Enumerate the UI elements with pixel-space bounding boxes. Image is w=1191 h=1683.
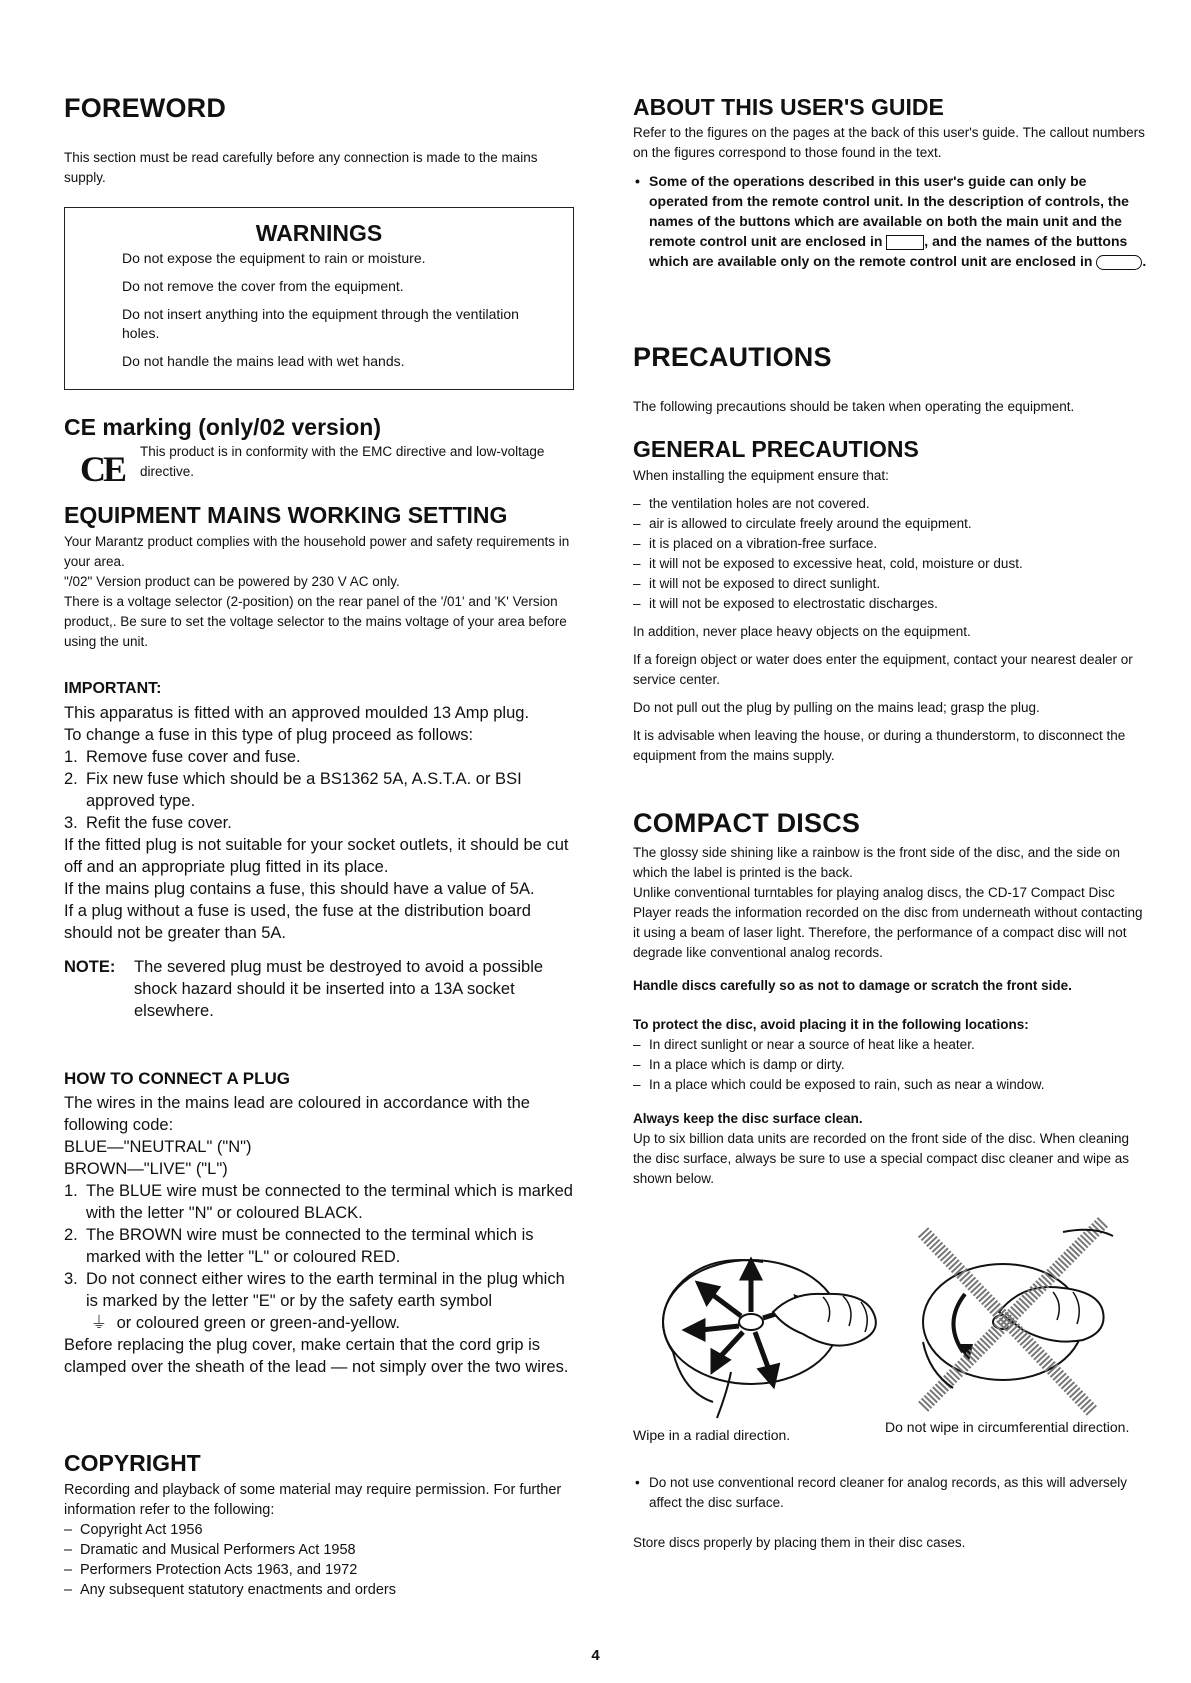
circumferential-wipe-illustration	[903, 1212, 1123, 1422]
precautions-title: PRECAUTIONS	[633, 342, 832, 372]
ce-title: CE marking (only/02 version)	[64, 414, 381, 440]
list-item: – In direct sunlight or near a source of heat like a heater.	[633, 1035, 1148, 1055]
list-item: 1. Remove fuse cover and fuse.	[64, 748, 301, 766]
note-label: NOTE:	[64, 958, 116, 976]
guide-intro: Refer to the figures on the pages at the back of this user's guide. The callout numbers on the figures correspond to those found in the text.	[633, 125, 1145, 160]
mains-p3: There is a voltage selector (2-position) on the rear panel of the '/01' and 'K' Version product,. Be sure to set the voltage selector to the mains voltage of your area before using the unit.	[64, 594, 567, 649]
list-item: – it is placed on a vibration-free surface.	[633, 534, 1148, 554]
general-body	[633, 466, 1148, 766]
copyright-body	[64, 1480, 576, 1600]
foreword-intro: This section must be read carefully before any connection is made to the mains supply.	[64, 150, 538, 185]
plug-intro: The wires in the mains lead are coloured in accordance with the following code:	[64, 1094, 530, 1134]
list-item: – air is allowed to circulate freely around the equipment.	[633, 514, 1148, 534]
list-item: – Performers Protection Acts 1963, and 1972	[64, 1560, 576, 1580]
note	[64, 956, 576, 1022]
warning-item: Do not remove the cover from the equipment.	[122, 278, 404, 294]
general-p1: In addition, never place heavy objects on the equipment.	[633, 624, 971, 639]
plug-outro: Before replacing the plug cover, make certain that the cord grip is clamped over the sheath of the lead — not simply over the two wires.	[64, 1336, 569, 1376]
bullet-icon: •	[635, 1475, 640, 1490]
mains-title: EQUIPMENT MAINS WORKING SETTING	[64, 502, 508, 528]
copyright-title: COPYRIGHT	[64, 1450, 201, 1476]
list-item: – the ventilation holes are not covered.	[633, 494, 1148, 514]
guide-title: ABOUT THIS USER'S GUIDE	[633, 94, 944, 120]
discs-p1: The glossy side shining like a rainbow is the front side of the disc, and the side on which the label is printed is the back.	[633, 845, 1121, 880]
list-item: 2. Fix new fuse which should be a BS1362 5A, A.S.T.A. or BSI approved type.	[64, 770, 522, 810]
guide-bullet: • Some of the operations described in this user's guide can only be operated from the remote control unit. In the description of controls, the names of the buttons which are available on both the main unit and the remote control unit are enclosed in , and the names of the buttons which are available only on the remote control unit are enclosed in .	[635, 173, 1147, 269]
list-item: 3. Do not connect either wires to the earth terminal in the plug which is marked by the letter "E" or by the safety earth symbol ⏚ or coloured green or green-and-yellow.	[64, 1270, 565, 1332]
important-p3: If a plug without a fuse is used, the fuse at the distribution board should not be greater than 5A.	[64, 902, 531, 942]
plug-title: HOW TO CONNECT A PLUG	[64, 1069, 291, 1088]
general-list	[633, 494, 1148, 614]
discs-p2: Unlike conventional turntables for playing analog discs, the CD-17 Compact Disc Player reads the information recorded on the disc from underneath without contacting it using a beam of laser light. Therefore, the performance of a compact disc will not degrade like conventional analog records.	[633, 885, 1143, 960]
important-p2: If the mains plug contains a fuse, this should have a value of 5A.	[64, 880, 535, 898]
warning-item: Do not expose the equipment to rain or moisture.	[122, 250, 426, 266]
foreword-title: FOREWORD	[64, 93, 227, 123]
general-intro: When installing the equipment ensure that:	[633, 468, 889, 483]
list-item: – it will not be exposed to excessive heat, cold, moisture or dust.	[633, 554, 1148, 574]
discs-clean-text: Up to six billion data units are recorded on the front side of the disc. When cleaning the disc surface, always be sure to use a special compact disc cleaner and wipe as shown below.	[633, 1131, 1130, 1186]
important-intro: To change a fuse in this type of plug proceed as follows:	[64, 726, 474, 744]
mains-body	[64, 532, 576, 652]
general-p3: Do not pull out the plug by pulling on the mains lead; grasp the plug.	[633, 700, 1040, 715]
discs-protect-list	[633, 1035, 1148, 1095]
important-body	[64, 702, 576, 1022]
copyright-list	[64, 1520, 576, 1600]
discs-clean-title: Always keep the disc surface clean.	[633, 1111, 863, 1126]
list-item: 3. Refit the fuse cover.	[64, 814, 232, 832]
mains-p1: Your Marantz product complies with the household power and safety requirements in your area.	[64, 534, 570, 569]
page-number: 4	[591, 1647, 600, 1664]
list-item: – Dramatic and Musical Performers Act 1958	[64, 1540, 576, 1560]
mains-p2: "/02" Version product can be powered by 230 V AC only.	[64, 574, 400, 589]
precautions-intro: The following precautions should be taken when operating the equipment.	[633, 399, 1075, 414]
plug-steps	[64, 1180, 576, 1334]
general-p2: If a foreign object or water does enter the equipment, contact your nearest dealer or service center.	[633, 652, 1133, 687]
list-item: 2. The BROWN wire must be connected to the terminal which is marked with the letter "L" or coloured RED.	[64, 1226, 534, 1266]
general-title: GENERAL PRECAUTIONS	[633, 436, 919, 462]
important-p1: If the fitted plug is not suitable for your socket outlets, it should be cut off and an appropriate plug fitted in its place.	[64, 836, 569, 876]
caption-left: Wipe in a radial direction.	[633, 1427, 791, 1443]
discs-handle: Handle discs carefully so as not to damage or scratch the front side.	[633, 978, 1072, 993]
plug-code: BLUE—"NEUTRAL" ("N")	[64, 1138, 252, 1156]
important-title: IMPORTANT:	[64, 680, 162, 697]
list-item: – In a place which is damp or dirty.	[633, 1055, 1148, 1075]
discs-bullet	[633, 1473, 1148, 1513]
warning-item: Do not handle the mains lead with wet hands.	[122, 353, 405, 369]
discs-body	[633, 843, 1148, 1189]
guide-bullet-a: Some of the operations described in this user's guide can only be operated from the remote control unit. In the description of controls, the names of the buttons which are available on both the main unit and the remote control unit are enclosed in	[649, 173, 1129, 249]
caption-right: Do not wipe in circumferential direction.	[885, 1419, 1130, 1435]
plug-code: BROWN—"LIVE" ("L")	[64, 1160, 228, 1178]
list-item: – Copyright Act 1956	[64, 1520, 576, 1540]
discs-store: Store discs properly by placing them in their disc cases.	[633, 1535, 966, 1550]
general-p4: It is advisable when leaving the house, or during a thunderstorm, to disconnect the equipment from the mains supply.	[633, 728, 1126, 763]
ce-mark-icon: CE	[80, 449, 125, 489]
list-item: 1. The BLUE wire must be connected to the terminal which is marked with the letter "N" or coloured BLACK.	[64, 1182, 573, 1222]
discs-protect-title: To protect the disc, avoid placing it in the following locations:	[633, 1017, 1029, 1032]
warnings-title: WARNINGS	[255, 220, 383, 246]
note-text: The severed plug must be destroyed to avoid a possible shock hazard should it be inserted into a 13A socket elsewhere.	[134, 958, 544, 1020]
list-item: – it will not be exposed to electrostatic discharges.	[633, 594, 1148, 614]
earth-symbol-icon: ⏚	[90, 1314, 108, 1332]
fuse-steps	[64, 746, 576, 834]
ce-text: This product is in conformity with the EMC directive and low-voltage directive.	[140, 444, 545, 479]
warning-item: Do not insert anything into the equipment through the ventilation holes.	[122, 306, 519, 341]
guide-bullet-b: and the names of the buttons which are available only on the remote control unit are enclosed in	[649, 233, 1128, 269]
discs-title: COMPACT DISCS	[633, 808, 861, 838]
bullet-icon: •	[635, 173, 640, 189]
radial-wipe-illustration	[643, 1222, 893, 1422]
discs-bullet-text: Do not use conventional record cleaner for analog records, as this will adversely affect the disc surface.	[649, 1475, 1127, 1510]
rectangle-enclosure-icon	[886, 235, 924, 250]
list-item: – it will not be exposed to direct sunlight.	[633, 574, 1148, 594]
oval-enclosure-icon	[1096, 255, 1142, 270]
plug-body	[64, 1092, 576, 1378]
important-intro: This apparatus is fitted with an approved moulded 13 Amp plug.	[64, 704, 530, 722]
list-item: – Any subsequent statutory enactments and orders	[64, 1580, 576, 1600]
copyright-intro: Recording and playback of some material may require permission. For further information refer to the following:	[64, 1482, 562, 1518]
warnings-box	[64, 207, 574, 390]
list-item: – In a place which could be exposed to rain, such as near a window.	[633, 1075, 1148, 1095]
